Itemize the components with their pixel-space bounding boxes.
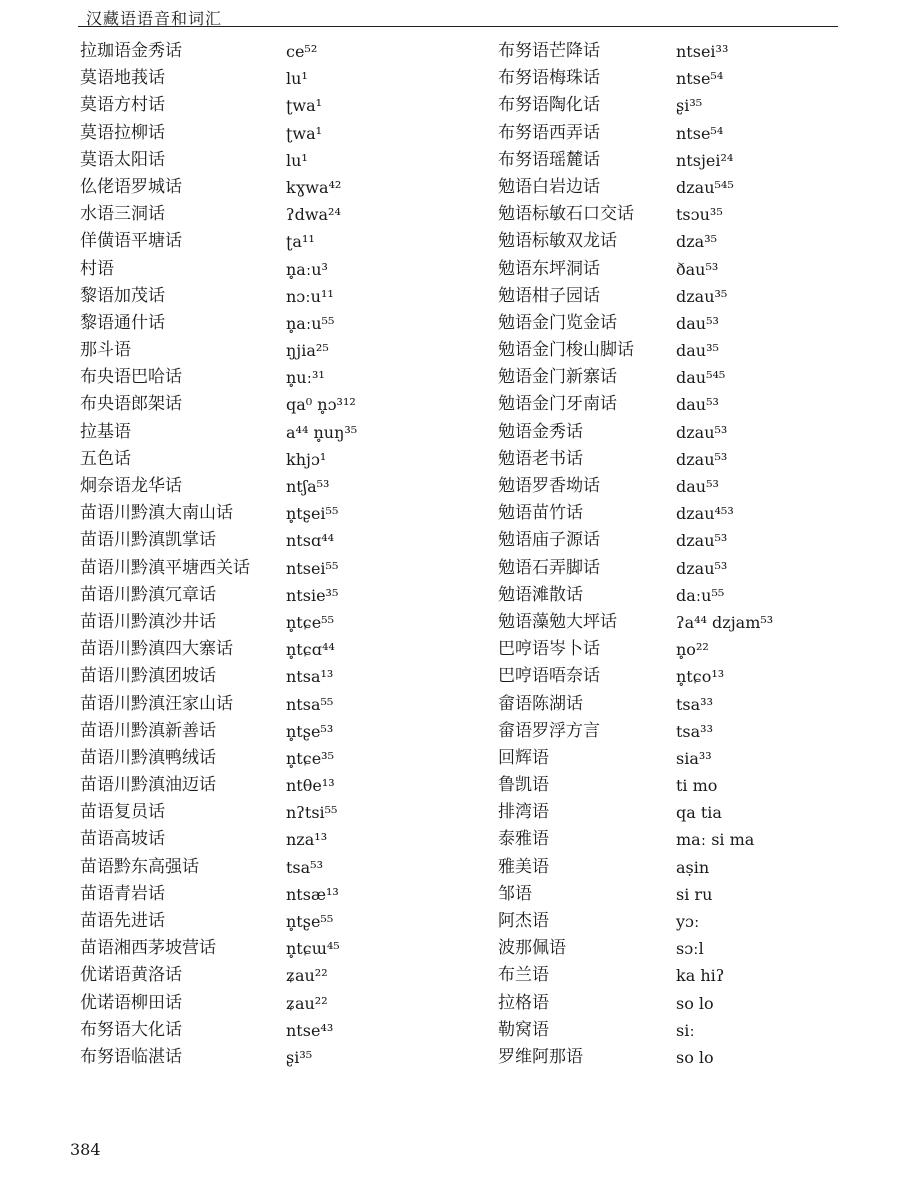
phonetic-form: ti mo xyxy=(676,776,718,796)
word-entry-row xyxy=(494,772,884,799)
word-entry-row xyxy=(494,147,884,174)
language-name: 勉语标敏双龙话 xyxy=(498,231,617,252)
language-name: 仫佬语罗城话 xyxy=(80,176,182,197)
word-entry-row xyxy=(70,555,460,582)
word-entry-row xyxy=(70,799,460,826)
language-name: 勉语标敏石口交话 xyxy=(498,204,634,225)
word-entry-row xyxy=(70,228,460,255)
language-name: 苗语黔东高强话 xyxy=(80,856,199,877)
language-name: 佯僙语平塘话 xyxy=(80,231,182,252)
phonetic-form: lu¹ xyxy=(286,69,308,89)
language-name: 苗语湘西茅坡营话 xyxy=(80,938,216,959)
word-entry-row xyxy=(70,120,460,147)
word-entry-row xyxy=(70,419,460,446)
language-name: 莫语拉柳话 xyxy=(80,122,165,143)
word-entry-row xyxy=(494,826,884,853)
phonetic-form: kɣwa⁴² xyxy=(286,177,342,197)
language-name: 拉珈语金秀话 xyxy=(80,41,182,61)
language-name: 莫语太阳话 xyxy=(80,149,165,170)
word-entry-row xyxy=(70,636,460,663)
phonetic-form: n̥uː³¹ xyxy=(286,368,325,388)
language-name: 苗语川黔滇团坡话 xyxy=(80,666,216,687)
phonetic-form: maː si ma xyxy=(676,830,755,850)
word-entry-row xyxy=(70,826,460,853)
word-entry-row xyxy=(70,990,460,1017)
language-name: 布央语郎架话 xyxy=(80,394,182,415)
word-entry-row xyxy=(494,310,884,337)
phonetic-form: dzau⁵³ xyxy=(676,531,728,551)
language-name: 布努语西弄话 xyxy=(498,122,600,143)
language-name: 巴哼语岑卜话 xyxy=(498,639,600,660)
language-name: 畲语陈湖话 xyxy=(498,693,583,714)
language-name: 勉语金门览金话 xyxy=(498,312,617,333)
word-entry-row xyxy=(494,745,884,772)
language-name: 苗语川黔滇沙井话 xyxy=(80,611,216,632)
language-name: 黎语通什话 xyxy=(80,312,165,333)
phonetic-form: dau³⁵ xyxy=(676,341,719,361)
language-name: 排湾语 xyxy=(498,802,549,823)
phonetic-form: si ru xyxy=(676,884,713,904)
word-entry-row xyxy=(494,555,884,582)
phonetic-form: sia³³ xyxy=(676,748,712,768)
language-name: 畲语罗浮方言 xyxy=(498,720,600,741)
word-entry-row xyxy=(494,718,884,745)
language-name: 那斗语 xyxy=(80,340,131,361)
phonetic-form: n̥o²² xyxy=(676,640,709,660)
word-entry-row xyxy=(70,473,460,500)
phonetic-form: tsa³³ xyxy=(676,694,714,714)
word-entry-row xyxy=(494,92,884,119)
word-entry-row xyxy=(70,391,460,418)
phonetic-form: ʂi³⁵ xyxy=(676,96,703,116)
phonetic-form: n̥aːu⁵⁵ xyxy=(286,313,335,333)
phonetic-form: tsɔu³⁵ xyxy=(676,205,723,225)
word-entry-row xyxy=(494,65,884,92)
word-entry-row xyxy=(494,391,884,418)
phonetic-form: lu¹ xyxy=(286,150,308,170)
phonetic-form: ntθe¹³ xyxy=(286,776,335,796)
language-name: 勉语苗竹话 xyxy=(498,503,583,524)
language-name: 苗语高坡话 xyxy=(80,829,165,850)
language-name: 苗语川黔滇油迈话 xyxy=(80,775,216,796)
language-name: 罗维阿那语 xyxy=(498,1046,583,1067)
phonetic-form: ʔdwa²⁴ xyxy=(286,205,341,225)
word-entry-row xyxy=(494,609,884,636)
phonetic-form: ʑau²² xyxy=(286,993,328,1013)
phonetic-form: tsa³³ xyxy=(676,721,714,741)
phonetic-form: nza¹³ xyxy=(286,830,328,850)
word-entry-row xyxy=(494,174,884,201)
phonetic-form: dzau⁵³ xyxy=(676,422,728,442)
language-name: 优诺语柳田话 xyxy=(80,992,182,1013)
phonetic-form: n̥tɕɯ⁴⁵ xyxy=(286,939,340,959)
language-name: 勉语白岩边话 xyxy=(498,176,600,197)
word-entry-row xyxy=(70,527,460,554)
word-entry-row xyxy=(494,691,884,718)
language-name: 苗语青岩话 xyxy=(80,883,165,904)
language-name: 苗语川黔滇平塘西关话 xyxy=(80,557,250,578)
phonetic-form: yɔː xyxy=(676,912,700,931)
word-entry-row xyxy=(70,1017,460,1044)
word-entry-row xyxy=(70,92,460,119)
language-name: 五色话 xyxy=(80,448,131,469)
phonetic-form: qa⁰ n̥ɔ³¹² xyxy=(286,395,356,415)
word-entry-row xyxy=(494,663,884,690)
phonetic-form: khjɔ¹ xyxy=(286,449,327,469)
word-entry-row xyxy=(494,1017,884,1044)
phonetic-form: siː xyxy=(676,1020,695,1040)
phonetic-form: daːu⁵⁵ xyxy=(676,585,725,605)
language-name: 雅美语 xyxy=(498,856,549,877)
phonetic-form: ka hiʔ xyxy=(676,966,725,986)
word-entry-row xyxy=(494,201,884,228)
word-entry-row xyxy=(70,38,460,65)
language-name: 水语三洞话 xyxy=(80,204,165,225)
word-entry-row xyxy=(70,446,460,473)
language-name: 勉语金门牙南话 xyxy=(498,394,617,415)
word-entry-row xyxy=(70,337,460,364)
phonetic-form: ntʃa⁵³ xyxy=(286,477,330,496)
word-entry-row xyxy=(70,147,460,174)
word-entry-row xyxy=(70,65,460,92)
phonetic-form: dzau⁵⁴⁵ xyxy=(676,177,734,197)
word-entry-row xyxy=(494,881,884,908)
word-entry-row xyxy=(70,691,460,718)
phonetic-form: n̥tɕo¹³ xyxy=(676,667,725,687)
phonetic-form: a⁴⁴ n̥uŋ³⁵ xyxy=(286,422,358,442)
word-entry-row xyxy=(494,364,884,391)
right-column xyxy=(494,38,884,1071)
phonetic-form: n̥tʂe⁵⁵ xyxy=(286,912,334,931)
language-name: 勉语金秀话 xyxy=(498,421,583,442)
language-name: 勉语滩散话 xyxy=(498,584,583,605)
phonetic-form: ntsjei²⁴ xyxy=(676,150,734,170)
word-entry-row xyxy=(494,962,884,989)
phonetic-form: ʑau²² xyxy=(286,966,328,986)
word-entry-row xyxy=(70,283,460,310)
word-entry-row xyxy=(494,935,884,962)
phonetic-form: dza³⁵ xyxy=(676,232,718,252)
word-entry-row xyxy=(70,935,460,962)
word-entry-row xyxy=(70,310,460,337)
word-entry-row xyxy=(494,990,884,1017)
word-entry-row xyxy=(70,772,460,799)
phonetic-form: n̥tɕɑ⁴⁴ xyxy=(286,640,335,660)
phonetic-form: n̥tʂe⁵³ xyxy=(286,721,334,741)
word-entry-row xyxy=(70,718,460,745)
language-name: 勉语老书话 xyxy=(498,448,583,469)
language-name: 勉语金门梭山脚话 xyxy=(498,340,634,361)
language-name: 勉语庙子源话 xyxy=(498,530,600,551)
word-entry-row xyxy=(494,419,884,446)
phonetic-form: ʈwa¹ xyxy=(286,123,323,143)
phonetic-form: ŋjia²⁵ xyxy=(286,341,329,361)
phonetic-form: n̥tɕe⁵⁵ xyxy=(286,612,334,632)
language-name: 拉格语 xyxy=(498,992,549,1013)
language-name: 苗语川黔滇冗章话 xyxy=(80,584,216,605)
phonetic-form: dau⁵³ xyxy=(676,395,719,415)
phonetic-form: ʔa⁴⁴ dzjam⁵³ xyxy=(676,612,774,632)
word-entry-row xyxy=(494,500,884,527)
language-name: 苗语复员话 xyxy=(80,802,165,823)
phonetic-form: ntsa⁵⁵ xyxy=(286,694,334,714)
language-name: 布努语梅珠话 xyxy=(498,68,600,89)
language-name: 回辉语 xyxy=(498,747,549,768)
word-entry-row xyxy=(70,201,460,228)
phonetic-form: ntsæ¹³ xyxy=(286,884,339,904)
word-entry-row xyxy=(70,962,460,989)
word-entry-row xyxy=(494,228,884,255)
language-name: 布央语巴哈话 xyxy=(80,367,182,388)
phonetic-form: dzau⁵³ xyxy=(676,558,728,578)
word-entry-row xyxy=(494,337,884,364)
language-name: 邹语 xyxy=(498,883,532,904)
language-name: 布努语大化话 xyxy=(80,1019,182,1040)
language-name: 布努语芒降话 xyxy=(498,41,600,61)
phonetic-form: ntsei⁵⁵ xyxy=(286,558,339,578)
phonetic-form: ntse⁴³ xyxy=(286,1020,334,1040)
word-entry-row xyxy=(494,283,884,310)
word-entry-row xyxy=(70,582,460,609)
phonetic-form: so lo xyxy=(676,993,714,1013)
word-entry-row xyxy=(70,663,460,690)
language-name: 布努语临湛话 xyxy=(80,1046,182,1067)
word-entry-row xyxy=(494,854,884,881)
phonetic-form: ʈa¹¹ xyxy=(286,232,315,252)
phonetic-form: ntse⁵⁴ xyxy=(676,69,724,89)
phonetic-form: dzau⁴⁵³ xyxy=(676,504,734,524)
word-entry-row xyxy=(494,120,884,147)
phonetic-form: ntsɑ⁴⁴ xyxy=(286,531,335,551)
word-entry-row xyxy=(70,881,460,908)
word-entry-row xyxy=(494,38,884,65)
phonetic-form: ntse⁵⁴ xyxy=(676,123,724,143)
language-name: 苗语川黔滇汪家山话 xyxy=(80,693,233,714)
word-entry-row xyxy=(494,799,884,826)
word-entry-row xyxy=(494,908,884,935)
word-entry-row xyxy=(494,473,884,500)
phonetic-form: nɔːu¹¹ xyxy=(286,286,334,306)
language-name: 布努语瑶麓话 xyxy=(498,149,600,170)
phonetic-form: ntsei³³ xyxy=(676,42,729,61)
phonetic-form: ntsa¹³ xyxy=(286,667,334,687)
phonetic-form: n̥aːu³ xyxy=(286,259,328,279)
language-name: 布兰语 xyxy=(498,965,549,986)
page-header xyxy=(0,0,900,28)
running-head-title: 汉藏语语音和词汇 xyxy=(86,9,223,28)
language-name: 苗语川黔滇凯掌话 xyxy=(80,530,216,551)
word-entry-row xyxy=(494,636,884,663)
language-name: 鲁凯语 xyxy=(498,775,549,796)
language-name: 优诺语黄洛话 xyxy=(80,965,182,986)
language-name: 波那佩语 xyxy=(498,938,566,959)
language-name: 苗语川黔滇新善话 xyxy=(80,720,216,741)
language-name: 勉语罗香坳话 xyxy=(498,476,600,496)
phonetic-form: dzau³⁵ xyxy=(676,286,728,306)
language-name: 苗语先进话 xyxy=(80,911,165,931)
language-name: 莫语地莪话 xyxy=(80,68,165,89)
word-entry-row xyxy=(70,364,460,391)
language-name: 苗语川黔滇四大寨话 xyxy=(80,639,233,660)
language-name: 炯奈语龙华话 xyxy=(80,476,182,496)
phonetic-form: ntsie³⁵ xyxy=(286,585,339,605)
language-name: 黎语加茂话 xyxy=(80,285,165,306)
phonetic-form: ce⁵² xyxy=(286,42,318,61)
phonetic-form: tsa⁵³ xyxy=(286,857,324,877)
language-name: 泰雅语 xyxy=(498,829,549,850)
word-entry-row xyxy=(494,446,884,473)
language-name: 布努语陶化话 xyxy=(498,95,600,116)
word-entry-row xyxy=(494,1044,884,1071)
phonetic-form: dau⁵³ xyxy=(676,477,719,496)
language-name: 勉语石弄脚话 xyxy=(498,557,600,578)
phonetic-form: dau⁵⁴⁵ xyxy=(676,368,726,388)
language-name: 村语 xyxy=(80,258,114,279)
word-entry-row xyxy=(494,256,884,283)
phonetic-form: n̥tɕe³⁵ xyxy=(286,748,334,768)
word-entry-row xyxy=(70,1044,460,1071)
language-name: 勒窝语 xyxy=(498,1019,549,1040)
left-column xyxy=(70,38,460,1071)
language-name: 勉语东坪洞话 xyxy=(498,258,600,279)
phonetic-form: ðau⁵³ xyxy=(676,259,719,279)
phonetic-form: sɔːl xyxy=(676,939,704,959)
language-name: 阿杰语 xyxy=(498,911,549,931)
phonetic-form: dzau⁵³ xyxy=(676,449,728,469)
language-name: 莫语方村话 xyxy=(80,95,165,116)
phonetic-form: n̥tʂei⁵⁵ xyxy=(286,504,339,524)
word-entry-row xyxy=(70,256,460,283)
word-entry-row xyxy=(70,500,460,527)
language-name: 拉基语 xyxy=(80,421,131,442)
header-rule xyxy=(78,26,838,27)
phonetic-form: dau⁵³ xyxy=(676,313,719,333)
page-number: 384 xyxy=(70,1140,101,1159)
word-entry-row xyxy=(494,582,884,609)
phonetic-form: qa tia xyxy=(676,803,722,823)
phonetic-form: aṣin xyxy=(676,857,710,877)
word-entry-row xyxy=(494,527,884,554)
word-entry-row xyxy=(70,745,460,772)
language-name: 巴哼语唔奈话 xyxy=(498,666,600,687)
word-entry-row xyxy=(70,174,460,201)
word-entry-row xyxy=(70,854,460,881)
phonetic-form: ʈwa¹ xyxy=(286,96,323,116)
phonetic-form: so lo xyxy=(676,1047,714,1067)
word-entry-row xyxy=(70,609,460,636)
language-name: 勉语柑子园话 xyxy=(498,285,600,306)
phonetic-form: nʔtsi⁵⁵ xyxy=(286,803,338,823)
language-name: 苗语川黔滇鸭绒话 xyxy=(80,747,216,768)
language-name: 苗语川黔滇大南山话 xyxy=(80,503,233,524)
word-entry-row xyxy=(70,908,460,935)
phonetic-form: ʂi³⁵ xyxy=(286,1047,313,1067)
language-name: 勉语金门新寨话 xyxy=(498,367,617,388)
language-name: 勉语藻勉大坪话 xyxy=(498,611,617,632)
